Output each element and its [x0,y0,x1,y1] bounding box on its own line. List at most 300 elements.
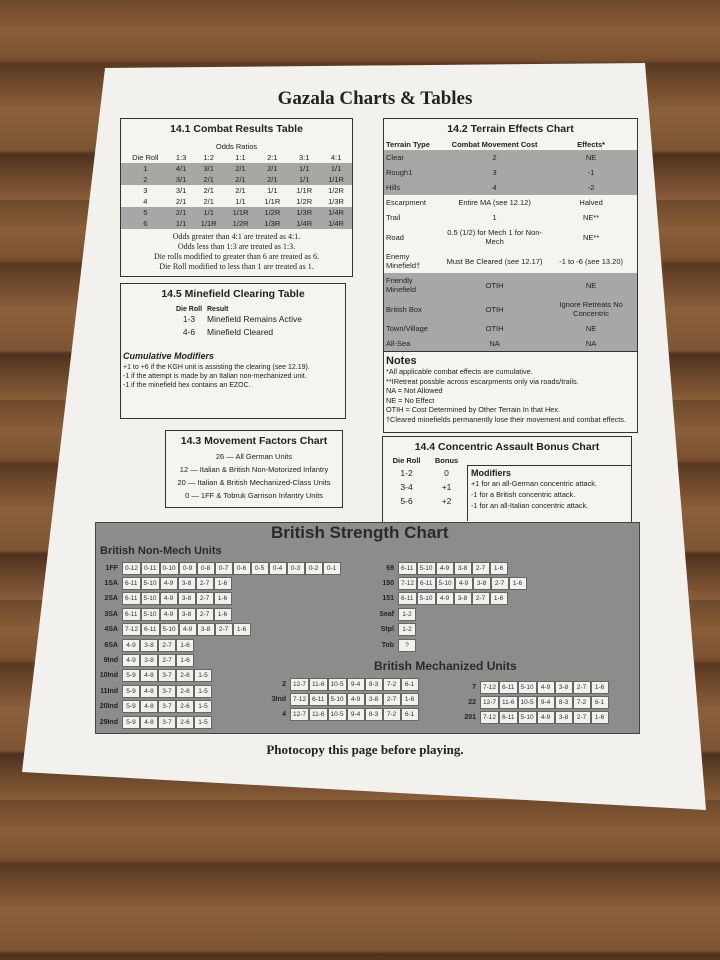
conc-cell: 3-4 [400,482,413,492]
strength-cell: 4-9 [455,577,473,590]
conc-mod-list [471,478,628,511]
strength-cell: 0-5 [251,562,269,575]
crt-cell: 5 [143,208,148,217]
movement-line: 20 — Italian & British Mechanized-Class Units [177,478,331,487]
unit-row [92,715,212,729]
unit-label: 151 [382,595,394,603]
unit-label: Stpl [380,626,394,634]
strength-cell: 5-10 [417,592,436,605]
result: Minefield Remains Active [207,314,302,324]
crt-cell: 1/1 [175,219,187,228]
strength-cell: 7-2 [573,696,591,709]
strength-cell: 3-8 [454,592,472,605]
table-row [384,249,637,273]
crt-cell: 1/1 [298,175,310,184]
strength-cell: 6-11 [499,711,518,724]
strength-cell: 7-2 [383,678,401,691]
die-roll: 1-3 [182,314,196,324]
odds-label-row [121,141,352,152]
strength-cell: 0-3 [287,562,305,575]
die-roll-header: Die Roll [132,153,159,162]
odds-header: 3:1 [298,153,310,162]
strength-cell: 5-10 [141,592,160,605]
odds-header: 1:3 [175,153,187,162]
page-title: Gazala Charts & Tables [277,88,473,109]
crt-cell: 2/1 [235,164,246,173]
unit-row [256,692,419,706]
strength-cell: 6-11 [141,623,160,636]
crt-note: Die rolls modified to greater than 6 are treated as 6. [153,252,320,261]
strength-cell: 7-12 [122,623,141,636]
conc-cell: 0 [444,468,449,478]
crt-cell: 1/3R [328,197,344,206]
tec-cell: Entire MA (see 12.12) [458,198,531,207]
strength-cell: 2-7 [491,577,509,590]
strength-cell: 5-10 [518,681,537,694]
strength-cell: 2-6 [176,685,194,698]
strength-cell: 1-6 [233,623,251,636]
crt-cell: 1/3R [264,219,281,228]
strength-cell: 6-1 [401,708,419,721]
table-row [384,165,637,180]
strength-cell: 6-1 [591,696,609,709]
note: NA = Not Allowed [386,386,443,395]
unit-row [446,680,609,694]
unit-label: Tob [381,641,394,649]
strength-cell: 8-3 [365,708,383,721]
mine-header [171,306,345,313]
unit-label: 150 [382,579,394,587]
tec-cell: Ignore Retreats No Concentric [559,300,623,318]
strength-cell: 1-6 [591,711,609,724]
strength-cell: 0-4 [269,562,287,575]
strength-cell: 6-11 [398,562,417,575]
strength-cell: 9-4 [537,696,555,709]
tec-cell: British Box [386,304,422,314]
tec-cell: Escarpment [386,198,427,207]
movement-factors-chart [165,430,343,508]
strength-cell: 4-9 [122,639,140,652]
terrain-effects-chart [383,118,638,433]
tec-header: Effects* [577,140,606,149]
unit-label: 201 [464,714,476,722]
strength-cell: 12-7 [290,678,309,691]
tec-cell: OTIH [485,304,504,314]
tec-cell: Enemy Minefield† [386,252,421,270]
table-row [121,207,352,218]
unit-row [92,607,232,621]
crt-cell: 1 [143,164,148,173]
crt-cell: 1/1 [235,197,246,206]
strength-cell: 6-11 [309,693,328,706]
strength-cell: 3-8 [140,639,158,652]
unit-label: 6SA [104,641,118,649]
strength-cell: 4-8 [140,685,158,698]
crt-title: 14.1 Combat Results Table [170,123,303,135]
strength-cell: 7-12 [398,577,417,590]
header-row [384,139,637,150]
movement-line: 26 — All German Units [215,452,293,461]
strength-cell: 8-3 [555,696,573,709]
conc-header: Die Roll [392,456,421,465]
strength-cell: 1-6 [490,592,508,605]
crt-cell: 1/3R [296,208,313,217]
crt-cell: 1/2R [328,186,344,195]
unit-row [356,561,508,575]
strength-cell: 4-9 [179,623,197,636]
tec-cell: 2 [492,153,497,162]
odds-header: 2:1 [267,153,278,162]
strength-cell: 1-6 [214,592,232,605]
strength-cell: 3-8 [140,654,158,667]
tec-cell: Friendly Minefield [386,276,417,294]
strength-cell: 9-4 [347,678,365,691]
strength-cell: 3-8 [473,577,491,590]
tec-cell: Halved [579,198,603,207]
unit-label: 9Ind [103,656,118,664]
strength-cell: 2-6 [176,669,194,682]
strength-cell: 0-9 [179,562,197,575]
table-row [384,336,637,351]
crt-note: Odds greater than 4:1 are treated as 4:1. [172,232,301,241]
tec-cell: All-Sea [386,339,411,348]
strength-cell: 4-9 [347,693,365,706]
unit-label: 3Ind [271,695,286,703]
strength-cell: 1-6 [214,577,232,590]
tec-cell: OTIH [485,324,504,333]
tec-cell: NE [585,153,597,162]
strength-cell: 3-8 [178,592,196,605]
conc-cell: 5-6 [400,496,413,506]
strength-cell: 5-9 [122,716,140,729]
strength-cell: 6-1 [401,678,419,691]
tec-cell: OTIH [485,280,504,290]
strength-cell: 10-5 [518,696,537,709]
strength-cell: 1-6 [591,681,609,694]
conc-grid [385,455,465,508]
movement-line: 12 — Italian & British Non-Motorized Infantry [179,465,329,474]
unit-row [92,669,212,683]
tec-cell: Road [386,232,404,242]
crt-cell: 1/1R [200,219,217,228]
note: OTIH = Cost Determined by Other Terrain In that Hex. [386,405,561,414]
strength-cell: 0-1 [323,562,341,575]
unit-label: 69 [386,564,394,572]
crt-notes [121,232,352,272]
strength-cell: 5-10 [141,577,160,590]
unit-row [356,607,416,621]
strength-cell: 3-7 [158,685,176,698]
odds-header: 1:2 [203,153,214,162]
movement-line: 0 — 1FF & Tobruk Garrison Infantry Units [185,491,323,500]
strength-cell: 4-8 [140,716,158,729]
tec-cell: NE [585,324,597,333]
strength-cell: 3-7 [158,716,176,729]
strength-cell: 5-9 [122,700,140,713]
crt-cell: 2/1 [267,175,278,184]
strength-cell: 2-7 [573,711,591,724]
tec-grid [384,139,637,351]
strength-cell: 4-9 [160,608,178,621]
strength-cell: 5-10 [436,577,455,590]
unit-row [92,576,232,590]
tec-cell: 1 [492,213,497,222]
crt-cell: 1/4R [296,219,313,228]
conc-mod-title: Modifiers [471,468,512,478]
tec-cell: Rough1 [386,168,413,177]
unit-row [92,700,212,714]
strength-cell: 1-5 [194,716,212,729]
strength-cell: 1-6 [176,639,194,652]
strength-cell: 0-6 [233,562,251,575]
crt-note: Die Roll modified to less than 1 are treated as 1. [159,262,314,271]
unit-label: 7 [472,683,476,691]
tec-cell: NA [489,339,500,348]
strength-cell: ? [398,639,416,652]
tec-cell: 3 [492,168,497,177]
strength-cell: 5-10 [518,711,537,724]
strength-cell: 4-9 [160,577,178,590]
crt-cell: 2/1 [175,208,187,217]
tec-cell: NE [585,280,597,290]
strength-cell: 2-7 [472,562,490,575]
strength-cell: 0-11 [141,562,160,575]
strength-cell: 0-7 [215,562,233,575]
tec-cell: Clear [386,153,404,162]
modifier: -1 if the minefield hex contains an EZOC. [123,382,251,389]
strength-cell: 3-7 [158,669,176,682]
strength-cell: 1-6 [401,693,419,706]
strength-cell: 2-7 [472,592,490,605]
tec-header: Terrain Type [386,140,430,149]
strength-cell: 2-7 [196,577,214,590]
strength-cell: 10-5 [328,678,347,691]
unit-label: 22 [468,698,476,706]
crt-cell: 1/2R [264,208,281,217]
crt-cell: 1/1 [298,164,310,173]
crt-cell: 4 [143,197,148,206]
crt-cell: 1/2R [232,219,249,228]
strength-cell: 11-6 [499,696,518,709]
strength-cell: 2-7 [196,608,214,621]
crt-note: Odds less than 1:3 are treated as 1:3. [177,242,296,251]
unit-label: 11Ind [100,687,118,695]
crt-cell: 6 [143,219,148,228]
conc-cell: +1 [441,482,452,492]
odds-label: Odds Ratios [215,142,258,151]
unit-label: 1SA [104,579,118,587]
move-title: 14.3 Movement Factors Chart [180,435,328,447]
strength-cell: 2-7 [158,654,176,667]
strength-cell: 9-4 [347,708,365,721]
unit-label: 4SA [104,626,118,634]
tec-cell: NE** [582,232,600,242]
strength-cell: 1-5 [194,700,212,713]
crt-cell: 3/1 [175,186,187,195]
strength-cell: 1-5 [194,685,212,698]
strength-cell: 6-11 [122,577,141,590]
strength-cell: 4-9 [160,592,178,605]
crt-cell: 2/1 [235,175,246,184]
table-row [385,466,465,480]
strength-cell: 3-8 [555,711,573,724]
crt-cell: 2/1 [235,186,246,195]
minefield-clearing-table [120,283,346,419]
mine-mod-title: Cumulative Modifiers [123,351,215,361]
strength-cell: 2-7 [158,639,176,652]
strength-cell: 4-9 [436,592,454,605]
tec-cell: -2 [587,183,595,192]
unit-label: Seaf [379,610,394,618]
strength-cell: 7-12 [290,693,309,706]
conc-title: 14.4 Concentric Assault Bonus Chart [414,441,600,453]
tec-cell: 0.5 (1/2) for Mech 1 for Non-Mech [447,228,542,246]
crt-cell: 3/1 [175,175,187,184]
die-roll: 4-6 [182,327,196,337]
strength-cell: 4-8 [140,669,158,682]
strength-cell: 8-3 [365,678,383,691]
table-row [121,218,352,229]
crt-cell: 2/1 [175,197,187,206]
mine-title: 14.5 Minefield Clearing Table [161,288,305,300]
tec-cell: Trail [386,213,401,222]
strength-cell: 6-11 [417,577,436,590]
tec-cell: Hills [386,183,401,192]
unit-label: 1FF [105,564,118,572]
unit-label: 2SA [104,595,118,603]
strength-cell: 12-7 [480,696,499,709]
strength-cell: 4-9 [537,681,555,694]
strength-cell: 4-9 [537,711,555,724]
mech-title: British Mechanized Units [374,659,517,673]
strength-cell: 2-7 [383,693,401,706]
conc-header: Bonus [434,456,459,465]
crt-cell: 1/4R [328,208,344,217]
note: NE = No Effect [386,395,435,405]
unit-label: 29Ind [99,718,118,726]
strength-cell: 4-9 [122,654,140,667]
unit-row [92,653,194,667]
crt-cell: 1/1R [328,175,344,184]
crt-cell: 2/1 [203,197,214,206]
conc-cell: +2 [441,496,452,506]
unit-row [256,677,419,691]
table-row [384,321,637,336]
table-row [384,210,637,225]
unit-row [92,684,212,698]
strength-cell: 7-12 [480,711,499,724]
strength-cell: 1-6 [176,654,194,667]
result-header: Result [207,306,229,313]
unit-row [256,708,419,722]
strength-cell: 7-2 [383,708,401,721]
unit-row [356,623,416,637]
conc-cell: 1-2 [400,468,413,478]
unit-row [92,638,194,652]
modifier: +1 for an all-German concentric attack. [471,479,597,488]
tec-notes [384,367,637,424]
strength-cell: 1-2 [398,608,416,621]
strength-cell: 1-6 [490,562,508,575]
table-row [121,174,352,185]
strength-cell: 3-8 [555,681,573,694]
strength-cell: 2-7 [573,681,591,694]
table-row [385,494,465,508]
strength-cell: 3-8 [178,577,196,590]
table-row [171,313,345,326]
tec-cell: -1 to -6 (see 13.20) [559,256,623,266]
table-row [121,185,352,196]
strength-cell: 0-12 [122,562,141,575]
tec-cell: NA [585,339,597,348]
strength-cell: 6-11 [122,608,141,621]
unit-row [446,695,609,709]
modifier: -1 if the attempt is made by an Italian non-mechanized unit. [123,373,307,380]
die-roll-header: Die Roll [175,306,203,313]
tec-notes-title: Notes [384,351,637,367]
unit-label: 2 [282,680,286,688]
crt-cell: 1/1 [203,208,214,217]
modifier: -1 for an all-Italian concentric attack. [471,501,589,510]
crt-cell: 2/1 [203,186,214,195]
conc-modifiers [467,465,631,521]
british-strength-chart [95,522,640,734]
unit-row [356,638,416,652]
strength-cell: 12-7 [290,708,309,721]
strength-cell: 5-9 [122,685,140,698]
strength-cell: 0-10 [160,562,179,575]
strength-cell: 1-5 [194,669,212,682]
odds-header: 1:1 [235,153,246,162]
unit-row [92,623,251,637]
crt-grid [121,141,352,229]
unit-row [92,561,341,575]
strength-cell: 5-10 [328,693,347,706]
concentric-assault-chart [382,436,632,523]
strength-cell: 2-6 [176,700,194,713]
strength-cell: 11-6 [309,678,328,691]
strength-cell: 6-11 [122,592,141,605]
crt-cell: 2 [143,175,148,184]
modifier: -1 for a British concentric attack. [471,490,576,499]
table-row [384,273,637,297]
table-row [121,196,352,207]
crt-cell: 1/2R [296,197,313,206]
tec-header: Combat Movement Cost [451,140,538,149]
strength-cell: 1-6 [509,577,527,590]
strength-cell: 7-12 [480,681,499,694]
odds-header: 4:1 [330,153,342,162]
tec-cell: NE** [582,213,600,222]
strength-cell: 4-8 [140,700,158,713]
crt-cell: 3 [143,186,148,195]
note: **IRetreat possble across escarpments only via roads/trails. [386,376,579,386]
table-row [171,326,345,339]
table-row [384,150,637,165]
mine-grid [171,306,345,339]
crt-cell: 4/1 [175,164,187,173]
strength-title: British Strength Chart [271,523,449,542]
strength-cell: 2-7 [196,592,214,605]
strength-cell: 3-8 [197,623,215,636]
unit-row [92,592,232,606]
header-row [385,455,465,466]
unit-row [356,592,508,606]
strength-cell: 2-6 [176,716,194,729]
table-row [384,225,637,249]
tec-title: 14.2 Terrain Effects Chart [447,123,574,135]
unit-row [356,576,527,590]
